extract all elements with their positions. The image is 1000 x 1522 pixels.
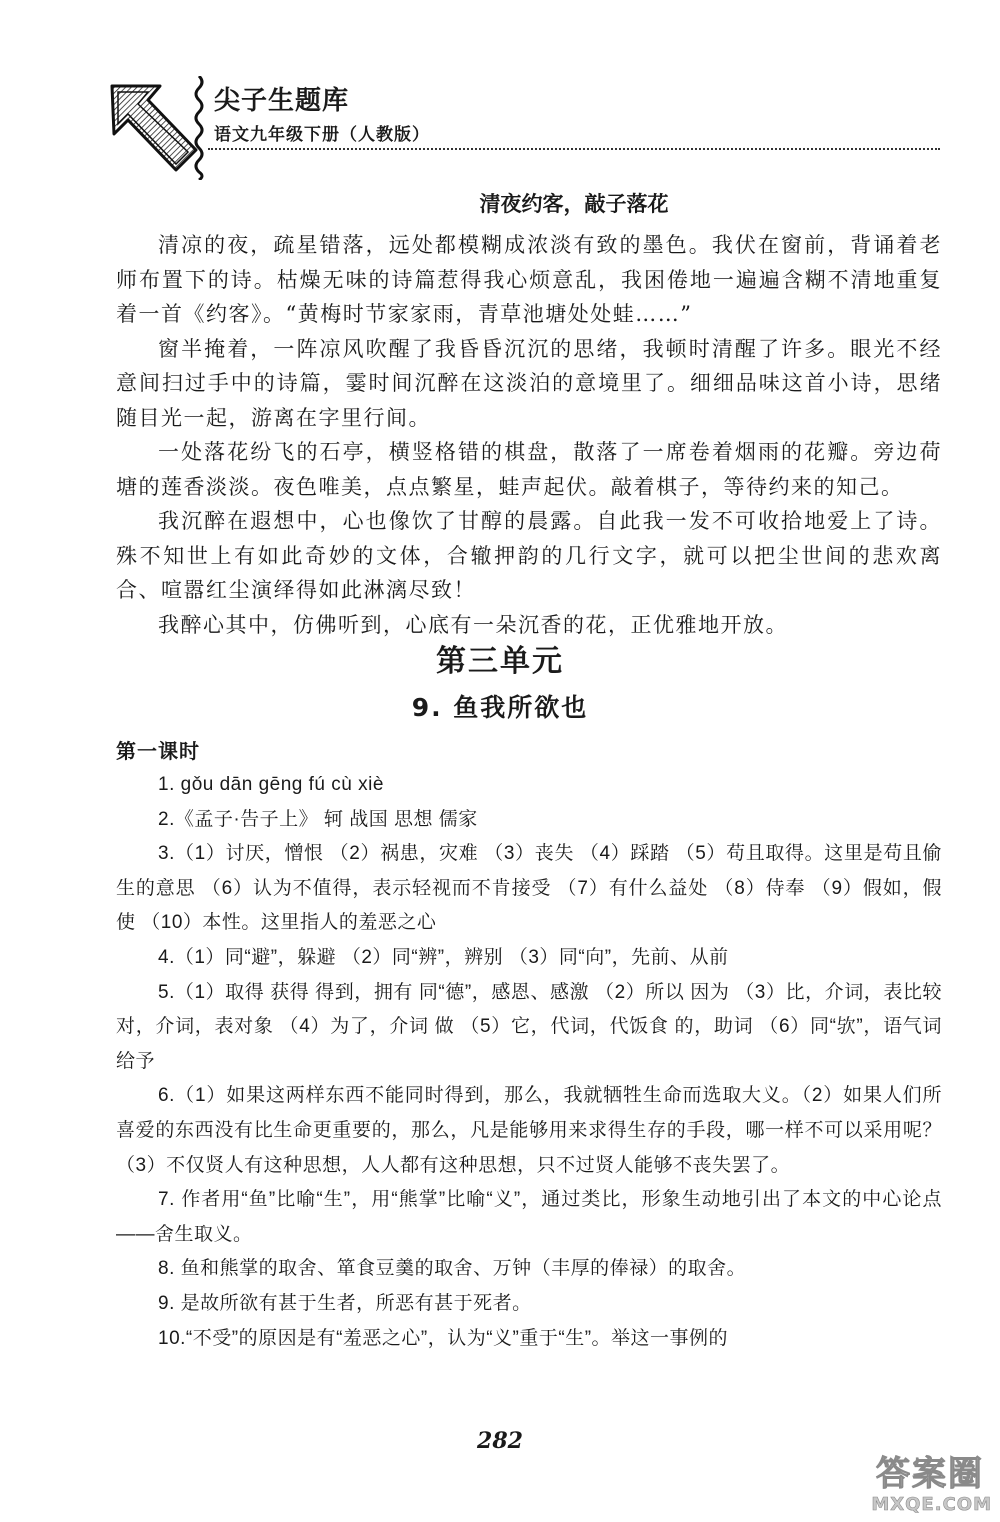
- watermark: [830, 1440, 998, 1520]
- header-dotted-rule: [208, 148, 940, 150]
- answer-item: 2.《孟子·告子上》 轲 战国 思想 儒家: [158, 808, 478, 830]
- answer-item: 6.（1）如果这两样东西不能同时得到，那么，我就牺牲生命而选取大义。（2）如果人们所喜爱的东西没有比生命更重要的，那么，凡是能够用来求得生存的手段，哪一样不可以采用呢？ （3）不仅贤人有这种思想，人人都有这种思想，只不过贤人能够不丧失罢了。: [116, 1085, 942, 1176]
- watermark-logo-text: 答案圈: [876, 1454, 984, 1494]
- essay-paragraph: 我醉心其中，仿佛听到，心底有一朵沉香的花，正优雅地开放。: [158, 612, 788, 637]
- answer-item: 9. 是故所欲有甚于生者，所恶有甚于死者。: [158, 1292, 532, 1314]
- answer-item: 5.（1）取得 获得 得到，拥有 同“德”，感恩、感激 （2）所以 因为 （3）比，介词，表比较 对，介词，表对象 （4）为了，介词 做 （5）它，代词，代饭食 的，助词 （6）同“欤”，语气词 给予: [116, 981, 942, 1072]
- answer-item: 8. 鱼和熊掌的取舍、箪食豆羹的取舍、万钟（丰厚的俸禄）的取舍。: [158, 1258, 747, 1280]
- page-header: [108, 68, 948, 188]
- essay-paragraph: 一处落花纷飞的石亭，横竖格错的棋盘，散落了一席卷着烟雨的花瓣。旁边荷塘的莲香淡淡。夜色唯美，点点繁星，蛙声起伏。敲着棋子，等待约来的知己。: [116, 440, 942, 499]
- unit-title: 第三单元: [436, 644, 564, 679]
- essay-paragraph: 我沉醉在遐想中，心也像饮了甘醇的晨露。自此我一发不可收拾地爱上了诗。殊不知世上有如此奇妙的文体，合辙押韵的几行文字，就可以把尘世间的悲欢离合、喧嚣红尘演绎得如此淋漓尽致！: [116, 509, 942, 602]
- book-title: 尖子生题库: [214, 86, 350, 116]
- lesson-title: 9. 鱼我所欲也: [411, 693, 589, 722]
- wavy-divider-icon: [192, 76, 206, 180]
- answer-item: 7. 作者用“鱼”比喻“生”，用“熊掌”比喻“义”，通过类比，形象生动地引出了本文的中心论点——舍生取义。: [116, 1189, 942, 1245]
- essay-title: 清夜约客，敲子落花: [479, 192, 669, 216]
- book-subtitle: 语文九年级下册（人教版）: [214, 125, 430, 145]
- page-number: 282: [477, 1428, 523, 1454]
- section-title: 第一课时: [116, 739, 200, 763]
- watermark-url: MXQE.COM: [871, 1494, 992, 1515]
- arrow-logo-icon: [108, 76, 200, 176]
- essay-paragraph: 清凉的夜，疏星错落，远处都模糊成浓淡有致的墨色。我伏在窗前，背诵着老师布置下的诗。枯燥无味的诗篇惹得我心烦意乱，我困倦地一遍遍含糊不清地重复着一首《约客》。“黄梅时节家家雨，青草池塘处处蛙……”: [116, 233, 942, 326]
- essay-paragraph: 窗半掩着，一阵凉风吹醒了我昏昏沉沉的思绪，我顿时清醒了许多。眼光不经意间扫过手中的诗篇，霎时间沉醉在这淡泊的意境里了。细细品味这首小诗，思绪随目光一起，游离在字里行间。: [116, 336, 942, 430]
- answer-item: 3.（1）讨厌，憎恨 （2）祸患，灾难 （3）丧失 （4）踩踏 （5）苟且取得。这里是苟且偷生的意思 （6）认为不值得，表示轻视而不肯接受 （7）有什么益处 （8）侍奉 （9）假如，假使 （10）本性。这里指人的羞恶之心: [116, 843, 942, 934]
- answer-list: [116, 768, 942, 1356]
- answer-item: 1. gǒu dān gēng fú cù xiè: [158, 774, 384, 795]
- answer-item: 10.“不受”的原因是有“羞恶之心”，认为“义”重于“生”。举这一事例的: [158, 1327, 729, 1349]
- answer-item: 4.（1）同“避”，躲避 （2）同“辨”，辨别 （3）同“向”，先前、从前: [158, 946, 729, 968]
- essay: [116, 188, 942, 642]
